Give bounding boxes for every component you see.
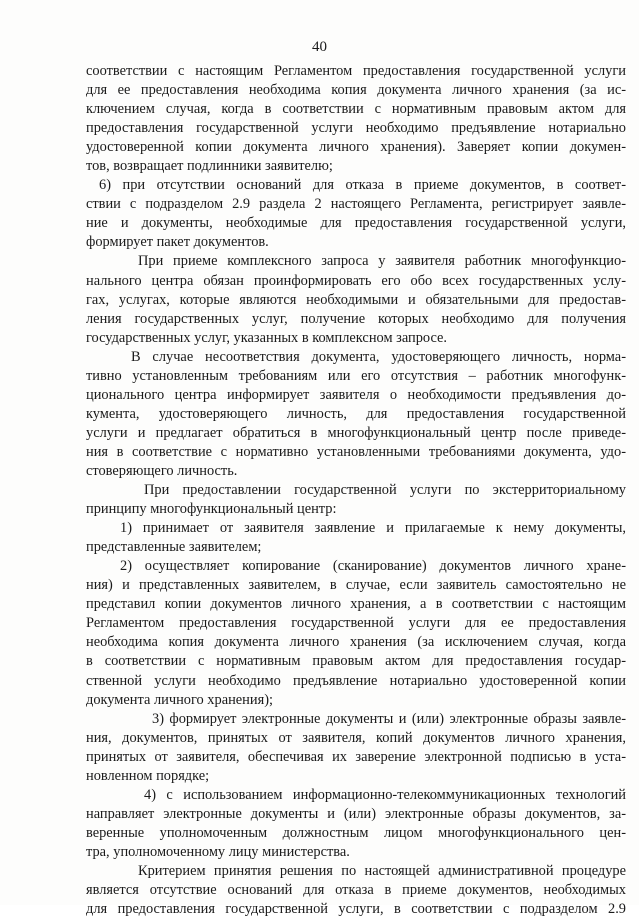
text-line: новленном порядке; (86, 767, 210, 784)
text-line: нального центра обязан проинформировать его обо всех государственных услу- (86, 272, 626, 289)
text-line: ствии с подразделом 2.9 раздела 2 настоящего Регламента, регистрирует заявле- (86, 196, 626, 213)
text-line: гах, услугах, которые являются необходимыми и обязательными для предостав- (86, 291, 626, 308)
text-line: ления государственных услуг, получение которых необходимо для получения (86, 310, 626, 327)
text-line: для ее предоставления необходима копия документа личного хранения (за ис- (86, 82, 626, 99)
text-line: принципу многофункциональный центр: (86, 501, 337, 518)
text-line: принятых от заявителя, обеспечивая их заверение электронной подписью в уста- (86, 748, 626, 765)
text-line: ние и документы, необходимые для предоставления государственной услуги, (86, 215, 626, 232)
text-line: документа личного хранения); (86, 691, 273, 708)
text-line: соответствии с настоящим Регламентом предоставления государственной услуги (86, 63, 626, 79)
text-line: ния, документов, принятых от заявителя, копий документов личного хранения, (86, 729, 626, 746)
text-line: тов, возвращает подлинники заявителю; (86, 158, 333, 175)
text-line: ния) и представленных заявителем, в случае, если заявитель самостоятельно не (86, 577, 626, 594)
text-line: для предоставления государственной услуги, в соответствии с подразделом 2.9 (86, 901, 626, 918)
text-line: государственных услуг, указанных в комплексном запросе. (86, 329, 448, 346)
text-line: услуги и предлагает обратиться в многофункциональный центр после приведе- (86, 424, 626, 441)
body-text (86, 62, 626, 919)
text-line: тра, уполномоченному лицу министерства. (86, 843, 350, 860)
text-line: кумента, удостоверяющего личность, для предоставления государственной (86, 405, 626, 422)
text-line: 6) при отсутствии оснований для отказа в приеме документов, в соответ- (99, 177, 626, 194)
text-line: представленные заявителем; (86, 539, 262, 556)
text-line: представил копии документов личного хранения, а в соответствии с настоящим (86, 596, 626, 613)
text-line: предоставления государственной услуги необходимо предъявление нотариально (86, 120, 626, 137)
text-line: 2) осуществляет копирование (сканирование) документов личного хране- (120, 558, 626, 575)
text-line: веренные уполномоченным должностным лицом многофункционального цен- (86, 824, 626, 841)
text-line: является отсутствие оснований для отказа в приеме документов, необходимых (86, 882, 626, 899)
text-line: 1) принимает от заявителя заявление и прилагаемые к нему документы, (120, 520, 626, 537)
text-line: стоверяющего личность. (86, 462, 238, 479)
text-line: Критерием принятия решения по настоящей административной процедуре (138, 862, 626, 879)
text-line: необходима копия документа личного хранения (за исключением случая, когда (86, 634, 626, 651)
text-line: в соответствии с нормативным правовым актом для предоставления государ- (86, 653, 626, 670)
text-line: формирует пакет документов. (86, 234, 269, 251)
text-line: направляет электронные документы и (или) электронные образы документов, за- (86, 805, 626, 822)
text-line: ключением случая, когда в соответствии с нормативным правовым актом для (86, 101, 626, 118)
text-line: тивно установленным требованиям или его отсутствия – работник многофунк- (86, 367, 626, 384)
text-line: ния в соответствие с нормативно установленными требованиями документа, удо- (86, 443, 626, 460)
page-number: 40 (312, 39, 327, 55)
text-line: В случае несоответствия документа, удостоверяющего личность, норма- (131, 348, 626, 365)
text-line: При приеме комплексного запроса у заявителя работник многофункцио- (138, 253, 626, 270)
text-line: удостоверенной копии документа личного хранения). Заверяет копии докумен- (86, 139, 626, 156)
text-line: При предоставлении государственной услуги по экстерриториальному (144, 482, 626, 499)
text-line: Регламентом предоставления государственной услуги для ее предоставления (86, 615, 626, 632)
text-line: 4) с использованием информационно-телекоммуникационных технологий (144, 786, 626, 803)
text-line: 3) формирует электронные документы и (или) электронные образы заявле- (152, 710, 626, 727)
text-line: ционального центра информирует заявителя о необходимости предъявления до- (86, 386, 626, 403)
text-line: ственной услуги необходимо предъявление нотариально удостоверенной копии (86, 672, 626, 689)
